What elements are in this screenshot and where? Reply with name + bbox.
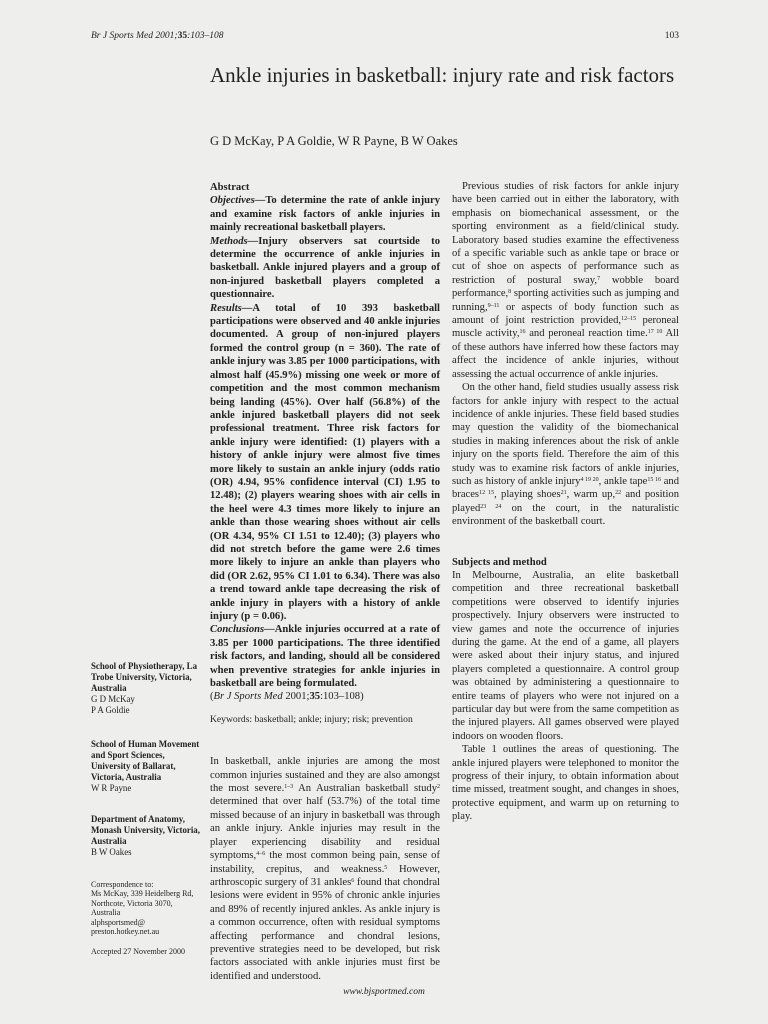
methods-text: Injury observers sat courtside to determine the occurrence of ankle injuries in basketball. Ankle injured players and a group of non-injured basketball players completed a questionnaire. (210, 235, 440, 301)
affiliation (91, 814, 203, 858)
objectives-label: Objectives— (210, 195, 266, 207)
body-text: on the court, in the naturalistic environment of the basketball court. (452, 502, 679, 528)
intro-text: the most common being pain, sense of instability, crepitus, and weakness. (210, 850, 440, 875)
affiliation-name: G D McKay (91, 694, 135, 704)
affiliation (91, 661, 203, 716)
intro-text: determined that over half (53.7%) of the total time missed because of an injury in basketball was through an ankle injury. Ankle injuries may result in the player experiencing disability and residual symptoms, (210, 796, 440, 862)
methods-paragraph-2: Table 1 outlines the areas of questioning. The ankle injured players were telephoned to monitor the progress of their injury, to obtain information about time missed, treatment sought, and changes in shoes, protective equipment, and warm up on returning to play. (452, 744, 679, 823)
keywords: Keywords: basketball; ankle; injury; risk; prevention (210, 713, 413, 725)
affiliation-name: P A Goldie (91, 705, 130, 715)
reference-marker: 8 (508, 289, 512, 296)
reference-marker: 23 24 (480, 503, 502, 510)
citation-volume: 35 (309, 691, 321, 703)
reference-marker: 7 (597, 275, 601, 282)
left-column (210, 181, 440, 983)
reference-marker: 12 15 (479, 490, 495, 497)
results-label: Results— (210, 302, 253, 314)
intro-text: However, arthroscopic surgery of 31 ankles (210, 863, 440, 888)
intro-paragraph (210, 755, 440, 983)
methods-label: Methods— (210, 235, 259, 247)
correspondence-email: alphsportsmed@ preston.hotkey.net.au (91, 917, 160, 937)
body-text: or aspects of body function such as amount of joint restriction provided, (452, 301, 679, 327)
correspondence-label: Correspondence to: (91, 880, 154, 889)
body-text: and braces (452, 475, 679, 501)
reference-marker: 22 (615, 490, 622, 497)
reference-marker: 21 (560, 490, 567, 497)
affiliation-org: School of Physiotherapy, La Trobe University, Victoria, Australia (91, 661, 198, 693)
objectives-text: To determine the rate of ankle injury and examine risk factors of ankle injuries in mainly recreational basketball players. (210, 195, 440, 234)
affiliation-org: School of Human Movement and Sport Sciences, University of Ballarat, Victoria, Australia (91, 739, 200, 782)
reference-marker: 17 10 (647, 329, 663, 336)
footer-url[interactable]: www.bjsportmed.com (343, 987, 425, 997)
body-text: sporting activities such as jumping and running, (452, 288, 679, 313)
reference-marker: 1–3 (284, 784, 294, 791)
body-text: All of these authors have inferred how these factors may affect the incidence of ankle injuries, without assessing the actual occurrence of ankle injuries. (452, 328, 679, 380)
affiliation (91, 739, 203, 794)
results-text: A total of 10 393 basketball participations were observed and 40 ankle injuries documented. A group of non-injured players formed the control group (n = 360). The rate of ankle injury was 3.85 per 1000 participations, with almost half (45.9%) missing one week or more of competition and the most common mechanism being landing (45%). Over half (56.8%) of the ankle injured basketball players did not seek professional treatment. Three risk factors for ankle injury were identified: (1) players with a history of ankle injury were almost five times more likely to sustain an ankle injury (odds ratio (OR) 4.94, 95% confidence interval (CI) 1.95 to 12.48); (2) players wearing shoes with air cells in the heel were 4.3 times more likely to injure an ankle than those wearing shoes without air cells (OR 4.34, 95% CI 1.51 to 12.40); (3) players who did not stretch before the game were 2.6 times more likely to injure an ankle than players who did (OR 2.62, 95% CI 1.01 to 6.34). There was also a trend toward ankle tape decreasing the risk of ankle injury in players with a history of ankle injury (p = 0.06). (210, 302, 440, 622)
affiliation-name: W R Payne (91, 783, 132, 793)
journal-pages: :103–108 (187, 31, 224, 41)
journal-name: Br J Sports Med (91, 31, 154, 41)
reference-marker: 6 (351, 877, 355, 884)
correspondence-address: Ms McKay, 339 Heidelberg Rd, Northcote, Victoria 3070, Australia (91, 889, 194, 918)
reference-marker: 5 (384, 864, 388, 871)
journal-year: 2001; (155, 31, 178, 41)
citation-journal: Br J Sports Med (213, 691, 283, 703)
intro-text: found that chondral lesions were evident in 95% of chronic ankle injuries and 89% of recently injured ankles. As ankle injury is a common occurrence, often with residual symptoms affecting performance and chondral lesions, preventive strategies need to be developed, but risk factors associated with ankle injuries must first be identified and understood. (210, 876, 441, 982)
running-head (91, 31, 223, 41)
citation-pages: :103–108 (320, 691, 361, 703)
previous-studies-paragraph (452, 180, 679, 381)
section-heading: Subjects and method (452, 556, 547, 568)
body-text: , ankle tape (598, 475, 648, 487)
intro-text: In basketball, ankle injuries are among the most common injuries sustained and they are also amongst the most severe. (210, 756, 440, 795)
reference-marker: 2 (437, 784, 441, 791)
body-text: , playing shoes (494, 489, 561, 501)
accepted-date: Accepted 27 November 2000 (91, 947, 185, 956)
journal-volume: 35 (177, 31, 188, 41)
body-text: wobble board performance, (452, 274, 679, 300)
abstract-citation: (Br J Sports Med 2001;35:103–108) (210, 691, 364, 703)
body-text: and peroneal reaction time. (525, 328, 648, 340)
field-studies-paragraph (452, 381, 679, 528)
body-text: , warm up, (566, 489, 616, 501)
body-text: peroneal muscle activity, (452, 315, 679, 340)
abstract-heading: Abstract (210, 182, 250, 193)
methods-paragraph: In Melbourne, Australia, an elite basketball competition and three recreational basketball competitions were observed to identify injuries prospectively. Injury observers were instructed to view games and note the occurrence of injuries during the game. At the end of a game, all players were asked about their injury status, and injured players completed a questionnaire. A control group was obtained by administering a questionnaire to entire teams of players who were not injured on a particular day but were from the same competition as the injured players. All games observed were played indoors on wooden floors. (452, 569, 679, 742)
conclusions-label: Conclusions— (210, 624, 275, 636)
body-text: Previous studies of risk factors for ankle injury have been carried out in either the laboratory, with emphasis on biomechanical assessment, or the sporting environment as a field/clinical study. Laboratory based studies examine the effectiveness of a specific variable such as ankle tape or brace or cut of shoe on aspects of performance such as restriction of postural sway, (452, 181, 679, 286)
reference-marker: 9–11 (487, 302, 500, 309)
abstract (210, 181, 440, 704)
author-list: G D McKay, P A Goldie, W R Payne, B W Oakes (210, 134, 458, 148)
body-text: and position played (452, 489, 680, 514)
reference-marker: 15 16 (647, 476, 661, 483)
page-number: 103 (664, 31, 679, 41)
correspondence (91, 880, 203, 936)
reference-marker: 4–6 (256, 851, 266, 858)
reference-marker: 12–15 (621, 316, 637, 323)
right-column (452, 180, 679, 824)
reference-marker: 4 19 20 (580, 476, 599, 483)
citation-year: 2001; (282, 691, 310, 703)
article-title: Ankle injuries in basketball: injury rate and risk factors (210, 63, 675, 87)
body-text: On the other hand, field studies usually assess risk factors for ankle injury with respect to the actual incidence of ankle injuries. These field based studies may question the validity of the biomechanical studies in making inferences about the risk of ankle injury on the sports field. Therefore the aim of this study was to examine risk factors of ankle injuries, such as history of ankle injury (452, 382, 679, 487)
intro-text: An Australian basketball study (293, 783, 438, 795)
reference-marker: 16 (519, 329, 526, 336)
affiliation-name: B W Oakes (91, 847, 132, 857)
conclusions-text: Ankle injuries occurred at a rate of 3.85 per 1000 participations. The three identified risk factors, and landing, should all be considered when preventive strategies for ankle injuries in basketball are being formulated. (210, 624, 440, 690)
affiliation-org: Department of Anatomy, Monash University, Victoria, Australia (91, 814, 200, 846)
